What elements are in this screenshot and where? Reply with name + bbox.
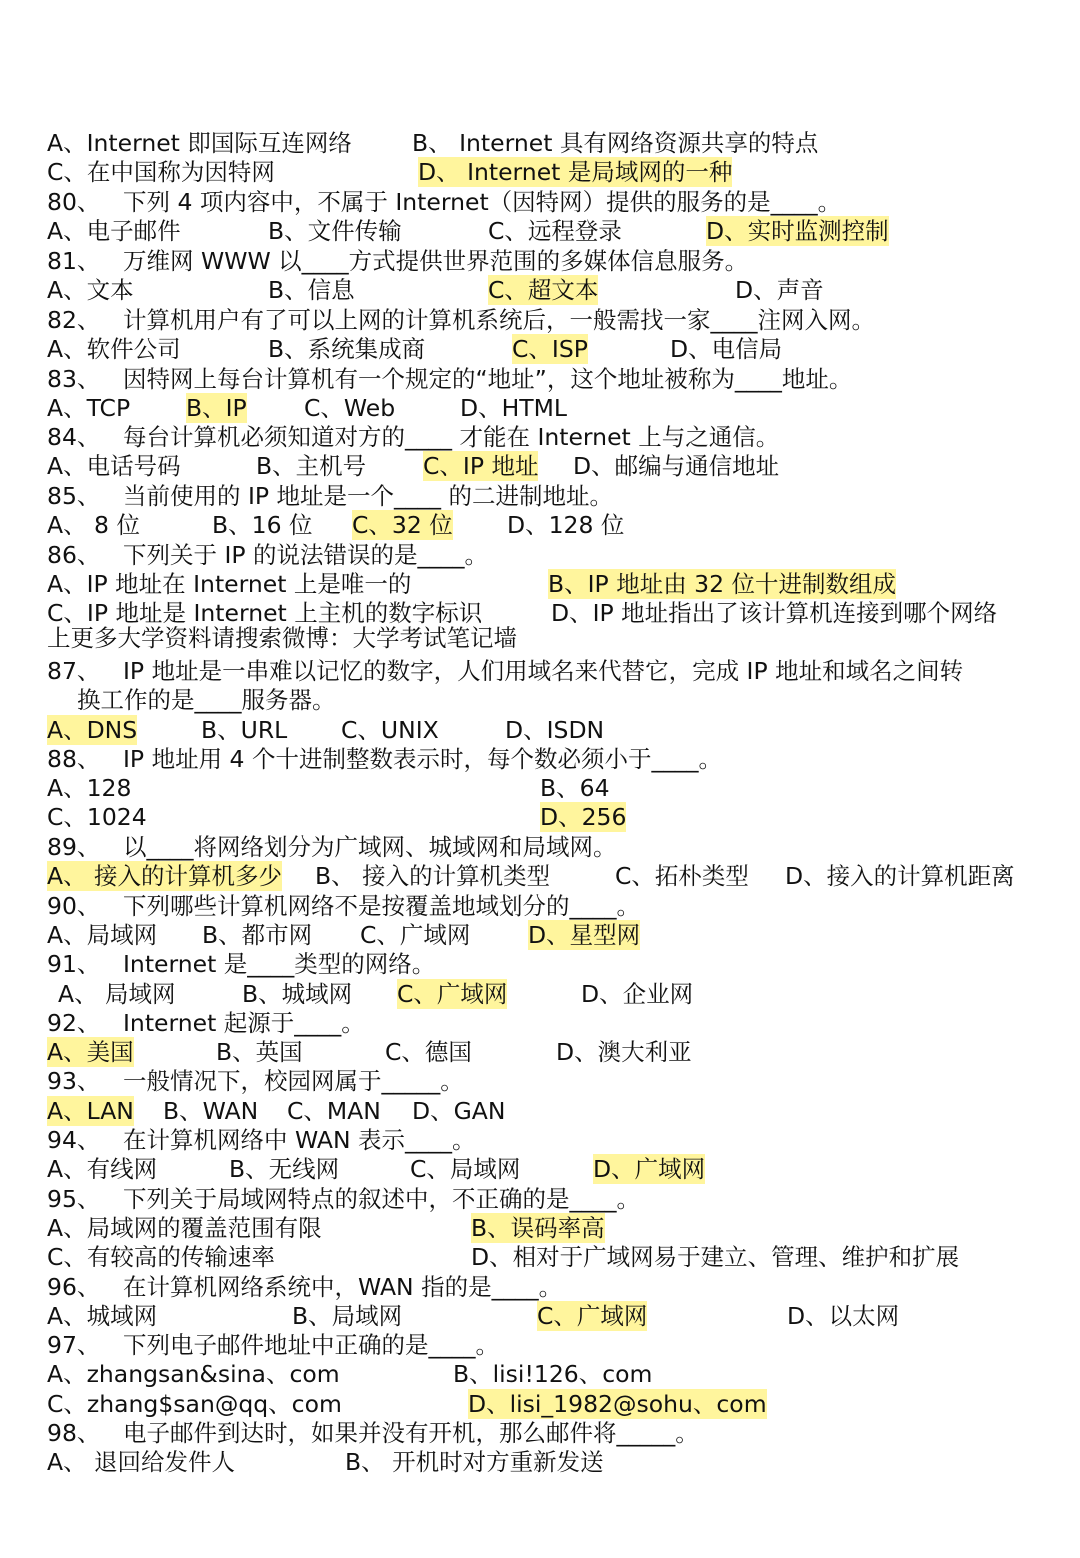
text-segment: B、都市网 <box>202 921 313 949</box>
text-segment: A、Internet 即国际互连网络 <box>47 129 352 157</box>
text-segment: 81、 <box>47 247 101 275</box>
text-line <box>0 1037 1080 1067</box>
text-segment: D、邮编与通信地址 <box>573 452 780 480</box>
text-segment: 93、 <box>47 1067 101 1095</box>
text-segment: C、拓朴类型 <box>615 862 749 890</box>
text-segment: B、信息 <box>268 276 355 304</box>
text-segment: D、相对于广域网易于建立、管理、维护和扩展 <box>471 1243 960 1271</box>
text-line <box>0 802 1080 832</box>
text-segment: B、无线网 <box>229 1155 340 1183</box>
text-line <box>0 157 1080 187</box>
text-segment: D、澳大利亚 <box>556 1038 692 1066</box>
text-segment: B、系统集成商 <box>268 335 426 363</box>
text-segment: IP 地址是一串难以记忆的数字，人们用域名来代替它，完成 IP 地址和域名之间转 <box>123 657 964 685</box>
text-segment: C、有较高的传输速率 <box>47 1243 275 1271</box>
text-segment: 85、 <box>47 482 101 510</box>
text-segment: 86、 <box>47 541 101 569</box>
text-segment: D、128 位 <box>507 511 625 539</box>
text-segment: B、 接入的计算机类型 <box>315 862 551 890</box>
text-line <box>0 275 1080 305</box>
text-line <box>0 1184 1080 1214</box>
text-line <box>0 187 1080 217</box>
highlighted-answer: A、LAN <box>47 1097 134 1125</box>
text-segment: B、64 <box>540 774 610 802</box>
text-segment: 下列关于 IP 的说法错误的是____。 <box>123 541 489 569</box>
text-segment: 97、 <box>47 1331 101 1359</box>
text-segment: 98、 <box>47 1419 101 1447</box>
text-line <box>0 623 1080 653</box>
text-segment: 83、 <box>47 365 101 393</box>
text-segment: C、局域网 <box>410 1155 521 1183</box>
text-segment: A、 8 位 <box>47 511 140 539</box>
text-line <box>0 451 1080 481</box>
text-segment: A、TCP <box>47 394 131 422</box>
text-segment: A、城域网 <box>47 1302 158 1330</box>
text-segment: D、IP 地址指出了该计算机连接到哪个网络 <box>551 599 998 627</box>
text-segment: 上更多大学资料请搜索微博：大学考试笔记墙 <box>47 624 517 652</box>
text-segment: 电子邮件到达时，如果并没有开机，那么邮件将_____。 <box>123 1419 699 1447</box>
text-line <box>0 715 1080 745</box>
highlighted-answer: A、 接入的计算机多少 <box>47 862 283 890</box>
text-segment: C、在中国称为因特网 <box>47 158 275 186</box>
text-line <box>0 481 1080 511</box>
text-segment: A、 局域网 <box>58 980 176 1008</box>
highlighted-answer: B、IP <box>186 394 247 422</box>
text-segment: A、128 <box>47 774 132 802</box>
highlighted-answer: C、32 位 <box>352 511 453 539</box>
text-line <box>0 1008 1080 1038</box>
text-line <box>0 656 1080 686</box>
text-segment: 87、 <box>47 657 101 685</box>
text-segment: D、接入的计算机距离 <box>785 862 1015 890</box>
text-line <box>0 1389 1080 1419</box>
text-segment: 因特网上每台计算机有一个规定的“地址”，这个地址被称为____地址。 <box>123 365 853 393</box>
text-segment: IP 地址用 4 个十进制整数表示时，每个数必须小于____。 <box>123 745 722 773</box>
text-line <box>0 1213 1080 1243</box>
text-line <box>0 305 1080 335</box>
highlighted-answer: C、广域网 <box>537 1302 648 1330</box>
text-segment: 计算机用户有了可以上网的计算机系统后，一般需找一家____注网入网。 <box>123 306 875 334</box>
text-segment: 88、 <box>47 745 101 773</box>
text-line <box>0 1125 1080 1155</box>
text-segment: 每台计算机必须知道对方的____ 才能在 Internet 上与之通信。 <box>123 423 780 451</box>
highlighted-answer: D、lisi_1982@sohu、com <box>468 1390 767 1418</box>
text-line <box>0 1242 1080 1272</box>
text-segment: B、文件传输 <box>268 217 402 245</box>
text-segment: 下列电子邮件地址中正确的是____。 <box>123 1331 499 1359</box>
text-line <box>0 510 1080 540</box>
text-line <box>0 246 1080 276</box>
text-segment: A、局域网的覆盖范围有限 <box>47 1214 322 1242</box>
text-segment: D、声音 <box>735 276 824 304</box>
text-line <box>0 1066 1080 1096</box>
text-line <box>0 949 1080 979</box>
text-line <box>0 1154 1080 1184</box>
text-segment: B、英国 <box>216 1038 303 1066</box>
text-line <box>0 920 1080 950</box>
text-line <box>0 1418 1080 1448</box>
text-segment: 89、 <box>47 833 101 861</box>
text-segment: C、MAN <box>287 1097 381 1125</box>
text-line <box>0 1447 1080 1477</box>
highlighted-answer: C、超文本 <box>488 276 599 304</box>
text-segment: D、以太网 <box>787 1302 900 1330</box>
highlighted-answer: D、星型网 <box>528 921 641 949</box>
text-line <box>0 334 1080 364</box>
text-line <box>0 422 1080 452</box>
text-line <box>0 1272 1080 1302</box>
text-segment: 下列 4 项内容中，不属于 Internet（因特网）提供的服务的是____。 <box>123 188 842 216</box>
highlighted-answer: C、广域网 <box>397 980 508 1008</box>
text-line <box>0 128 1080 158</box>
text-line <box>0 1096 1080 1126</box>
text-line <box>0 364 1080 394</box>
text-segment: 95、 <box>47 1185 101 1213</box>
text-segment: 94、 <box>47 1126 101 1154</box>
text-segment: A、zhangsan&sina、com <box>47 1360 340 1388</box>
text-line <box>0 540 1080 570</box>
highlighted-answer: D、广域网 <box>593 1155 706 1183</box>
text-segment: C、远程登录 <box>488 217 622 245</box>
text-line <box>0 393 1080 423</box>
text-segment: A、软件公司 <box>47 335 181 363</box>
text-segment: A、 退回给发件人 <box>47 1448 236 1476</box>
text-segment: A、文本 <box>47 276 134 304</box>
text-segment: 91、 <box>47 950 101 978</box>
text-line <box>0 1359 1080 1389</box>
text-segment: B、URL <box>201 716 288 744</box>
text-segment: 84、 <box>47 423 101 451</box>
text-segment: 80、 <box>47 188 101 216</box>
text-segment: D、HTML <box>460 394 567 422</box>
highlighted-answer: A、DNS <box>47 716 138 744</box>
text-segment: A、有线网 <box>47 1155 158 1183</box>
text-segment: B、16 位 <box>212 511 313 539</box>
text-segment: C、Web <box>304 394 396 422</box>
text-segment: C、广域网 <box>360 921 471 949</box>
text-segment: 在计算机网络中 WAN 表示____。 <box>123 1126 476 1154</box>
text-segment: A、局域网 <box>47 921 158 949</box>
text-line <box>0 979 1080 1009</box>
text-line <box>0 1330 1080 1360</box>
text-segment: B、 Internet 具有网络资源共享的特点 <box>412 129 819 157</box>
highlighted-answer: C、IP 地址 <box>423 452 539 480</box>
text-segment: 万维网 WWW 以____方式提供世界范围的多媒体信息服务。 <box>123 247 749 275</box>
text-segment: 90、 <box>47 892 101 920</box>
text-segment: B、 开机时对方重新发送 <box>345 1448 604 1476</box>
text-segment: 82、 <box>47 306 101 334</box>
highlighted-answer: C、ISP <box>512 335 588 363</box>
text-segment: 一般情况下，校园网属于_____。 <box>123 1067 464 1095</box>
text-segment: C、德国 <box>385 1038 472 1066</box>
text-segment: C、UNIX <box>341 716 439 744</box>
text-line <box>0 685 1080 715</box>
text-segment: 当前使用的 IP 地址是一个____ 的二进制地址。 <box>123 482 614 510</box>
text-segment: B、城域网 <box>242 980 353 1008</box>
text-segment: 换工作的是____服务器。 <box>77 686 336 714</box>
text-segment: C、1024 <box>47 803 147 831</box>
text-segment: D、GAN <box>412 1097 506 1125</box>
text-segment: 96、 <box>47 1273 101 1301</box>
text-line <box>0 569 1080 599</box>
text-line <box>0 891 1080 921</box>
text-segment: B、WAN <box>163 1097 259 1125</box>
text-line <box>0 861 1080 891</box>
highlighted-answer: A、美国 <box>47 1038 134 1066</box>
text-segment: C、IP 地址是 Internet 上主机的数字标识 <box>47 599 483 627</box>
text-line <box>0 744 1080 774</box>
highlighted-answer: D、实时监测控制 <box>706 217 889 245</box>
text-line <box>0 773 1080 803</box>
text-segment: C、zhang$san@qq、com <box>47 1390 342 1418</box>
highlighted-answer: B、IP 地址由 32 位十进制数组成 <box>548 570 897 598</box>
text-segment: B、主机号 <box>256 452 367 480</box>
text-line <box>0 832 1080 862</box>
text-segment: 下列关于局域网特点的叙述中，不正确的是____。 <box>123 1185 640 1213</box>
text-segment: 在计算机网络系统中，WAN 指的是____。 <box>123 1273 563 1301</box>
text-segment: 以____将网络划分为广域网、城域网和局域网。 <box>123 833 617 861</box>
highlighted-answer: D、 Internet 是局域网的一种 <box>418 158 733 186</box>
text-segment: 下列哪些计算机网络不是按覆盖地域划分的____。 <box>123 892 640 920</box>
text-line <box>0 216 1080 246</box>
text-segment: B、lisi!126、com <box>453 1360 653 1388</box>
highlighted-answer: B、误码率高 <box>471 1214 605 1242</box>
text-segment: A、电话号码 <box>47 452 181 480</box>
highlighted-answer: D、256 <box>540 803 627 831</box>
text-segment: 92、 <box>47 1009 101 1037</box>
text-segment: D、电信局 <box>670 335 783 363</box>
text-segment: A、电子邮件 <box>47 217 181 245</box>
text-segment: D、企业网 <box>581 980 694 1008</box>
text-segment: B、局域网 <box>292 1302 403 1330</box>
text-segment: D、ISDN <box>505 716 605 744</box>
text-segment: A、IP 地址在 Internet 上是唯一的 <box>47 570 412 598</box>
text-line <box>0 1301 1080 1331</box>
text-segment: Internet 是____类型的网络。 <box>123 950 436 978</box>
text-segment: Internet 起源于____。 <box>123 1009 365 1037</box>
